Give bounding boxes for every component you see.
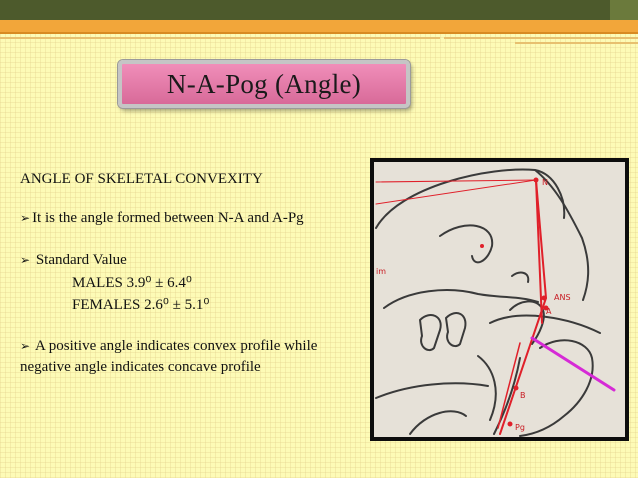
- bullet-text: A positive angle indicates convex profile while: [35, 338, 318, 354]
- ans-point: [542, 296, 547, 301]
- top-rule: [444, 37, 638, 39]
- label-b: B: [520, 391, 526, 400]
- bullet-text: It is the angle formed between N-A and A-Pg: [32, 210, 304, 226]
- label-edge: im: [376, 267, 387, 276]
- title-box: [118, 60, 410, 108]
- cephalometric-tracing-figure: [370, 158, 629, 441]
- top-rule: [0, 37, 440, 39]
- top-accent-bar: [0, 20, 638, 34]
- slide-title: N-A-Pog (Angle): [166, 68, 362, 99]
- figure-paper: [374, 162, 625, 437]
- top-rule: [515, 42, 638, 44]
- males-value: MALES 3.9⁰ ± 6.4⁰: [72, 275, 192, 291]
- bullet-angle-definition: [20, 210, 304, 227]
- label-pg: Pg: [515, 423, 525, 432]
- bullet-text: Standard Value: [35, 252, 127, 268]
- bullet-convex-concave: [20, 338, 317, 355]
- label-ans: ANS: [554, 293, 571, 302]
- females-value: FEMALES 2.6⁰ ± 5.1⁰: [72, 297, 210, 313]
- nasion-point: [534, 178, 539, 183]
- label-a: A: [546, 307, 552, 316]
- top-bar: [0, 0, 638, 20]
- bullet-text-continued: negative angle indicates concave profile: [20, 359, 261, 375]
- arrow-bullet-icon: ➢: [20, 339, 31, 353]
- orbitale-point: [480, 244, 484, 248]
- section-heading: ANGLE OF SKELETAL CONVEXITY: [20, 171, 263, 187]
- arrow-bullet-icon: ➢: [20, 211, 31, 225]
- b-point: [514, 386, 519, 391]
- bullet-standard-value: [20, 252, 127, 269]
- arrow-bullet-icon: ➢: [20, 253, 31, 267]
- pogonion-point: [508, 422, 513, 427]
- label-n: N: [542, 178, 548, 187]
